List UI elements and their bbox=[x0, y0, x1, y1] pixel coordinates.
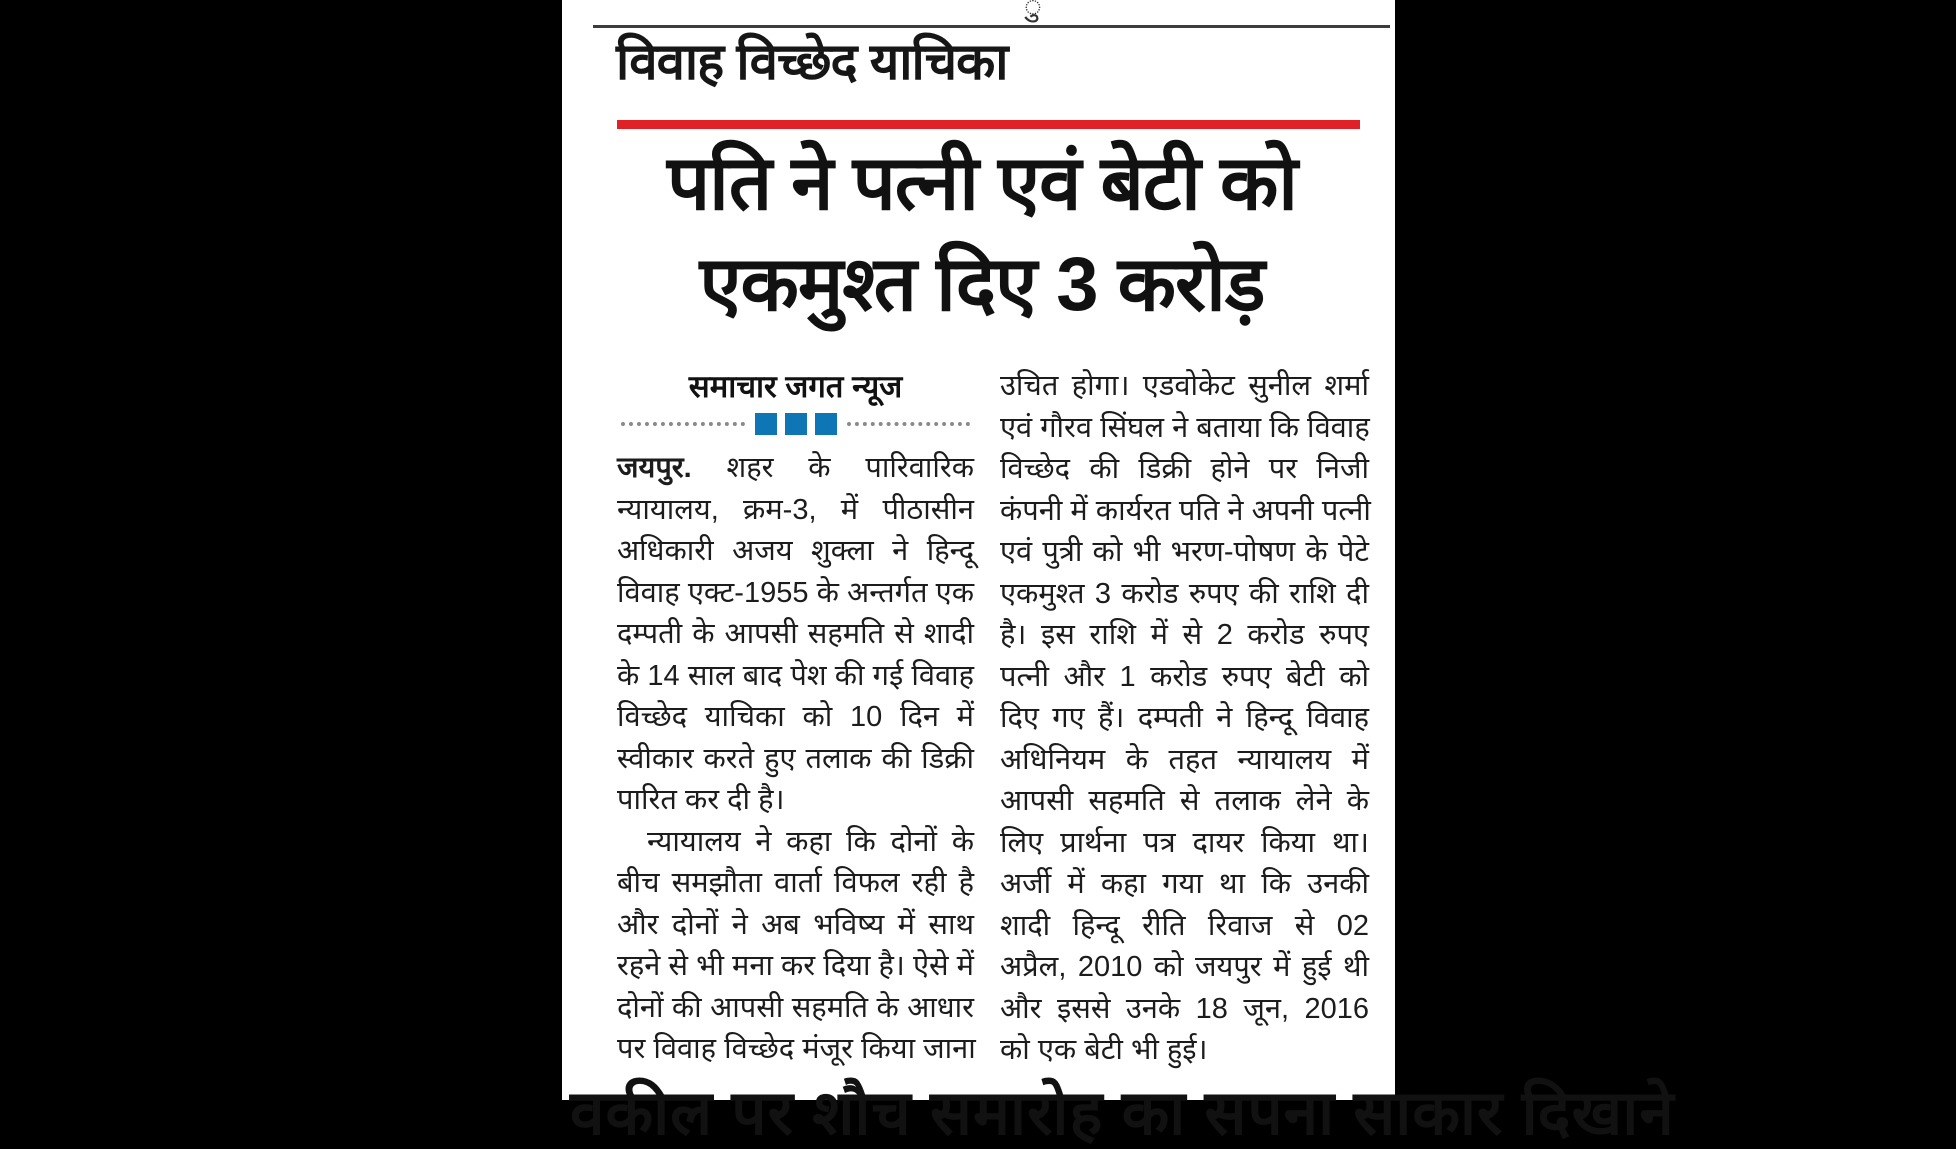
article-line: पर विवाह विच्छेद मंजूर किया जाना bbox=[617, 1033, 976, 1065]
article-line: को एक बेटी भी हुई। bbox=[1000, 1034, 1208, 1066]
cut-off-glyph-fragment: ु bbox=[1024, 0, 1042, 23]
right-column bbox=[1000, 366, 1369, 1072]
bottom-headline-text: वकील पर शौच समारोह का सपना साकार दिखाने bbox=[570, 1079, 1675, 1148]
article-line: दम्पती के आपसी सहमति से शादी bbox=[617, 618, 974, 650]
article-line: अर्जी में कहा गया था कि उनकी bbox=[1000, 868, 1369, 900]
headline-line-2: एकमुश्त दिए 3 करोड़ bbox=[699, 242, 1265, 327]
article-line: दिए गए हैं। दम्पती ने हिन्दू विवाह bbox=[1000, 702, 1369, 734]
article-line: दोनों की आपसी सहमति के आधार bbox=[617, 991, 974, 1024]
dateline-lead: जयपुर. bbox=[617, 452, 692, 484]
article-line: न्यायालय ने कहा कि दोनों के bbox=[647, 825, 974, 858]
dotted-rule-left bbox=[621, 422, 745, 426]
article-line: विच्छेद याचिका को 10 दिन में bbox=[617, 701, 974, 733]
article-line: विवाह एक्ट-1955 के अन्तर्गत एक bbox=[617, 576, 974, 609]
article-line: विच्छेद की डिक्री होने पर निजी bbox=[1000, 453, 1369, 485]
blue-square bbox=[815, 413, 837, 435]
article-line: एवं गौरव सिंघल ने बताया कि विवाह bbox=[1000, 411, 1370, 444]
article-line: के 14 साल बाद पेश की गई विवाह bbox=[617, 659, 974, 692]
article-line: कंपनी में कार्यरत पति ने अपनी पत्नी bbox=[1000, 494, 1371, 527]
article-body bbox=[617, 366, 1369, 1072]
blue-square bbox=[755, 413, 777, 435]
right-column-text bbox=[1000, 366, 1369, 1072]
article-line: उचित होगा। एडवोकेट सुनील शर्मा bbox=[1000, 370, 1369, 402]
article-line: बीच समझौता वार्ता विफल रही है bbox=[617, 867, 974, 899]
article-line: एवं पुत्री को भी भरण-पोषण के पेटे bbox=[1000, 536, 1369, 568]
section-title: विवाह विच्छेद याचिका bbox=[616, 33, 1008, 90]
main-headline bbox=[592, 133, 1372, 335]
byline: समाचार जगत न्यूज bbox=[688, 369, 903, 404]
article-line: जयपुर. शहर के पारिवारिक bbox=[617, 452, 974, 484]
article-line: रहने से भी मना कर दिया है। ऐसे में bbox=[617, 950, 975, 982]
article-line: पारित कर दी है। bbox=[617, 784, 785, 816]
article-line: पत्नी और 1 करोड रुपए बेटी को bbox=[1000, 660, 1369, 693]
article-line: लिए प्रार्थना पत्र दायर किया था। bbox=[1000, 826, 1369, 859]
cut-off-bottom-headline bbox=[570, 1077, 1675, 1148]
byline-separator bbox=[621, 410, 970, 438]
left-column-text bbox=[617, 448, 974, 1071]
left-column bbox=[617, 366, 974, 1072]
article-line: एकमुश्त 3 करोड रुपए की राशि दी bbox=[1000, 577, 1369, 610]
newspaper-clipping bbox=[562, 0, 1675, 1148]
blue-squares-ornament bbox=[755, 413, 837, 435]
blue-square bbox=[785, 413, 807, 435]
article-line: और दोनों ने अब भविष्य में साथ bbox=[617, 908, 974, 941]
article-line: अप्रैल, 2010 को जयपुर में हुई थी bbox=[1000, 951, 1369, 983]
top-divider-rule bbox=[593, 25, 1390, 28]
article-line: अधिनियम के तहत न्यायालय में bbox=[1000, 743, 1369, 776]
headline-line-1: पति ने पत्नी एवं बेटी को bbox=[666, 141, 1297, 226]
article-line: अधिकारी अजय शुक्ला ने हिन्दू bbox=[617, 535, 974, 567]
article-line: आपसी सहमति से तलाक लेने के bbox=[1000, 785, 1369, 817]
article-line: स्वीकार करते हुए तलाक की डिक्री bbox=[617, 742, 974, 775]
red-accent-rule bbox=[617, 120, 1360, 129]
article-line: न्यायालय, क्रम-3, में पीठासीन bbox=[617, 493, 974, 526]
dotted-rule-right bbox=[847, 422, 971, 426]
article-line: और इससे उनके 18 जून, 2016 bbox=[1000, 992, 1369, 1025]
article-line: है। इस राशि में से 2 करोड रुपए bbox=[1000, 619, 1369, 651]
article-line: शादी हिन्दू रीति रिवाज से 02 bbox=[1000, 909, 1369, 942]
